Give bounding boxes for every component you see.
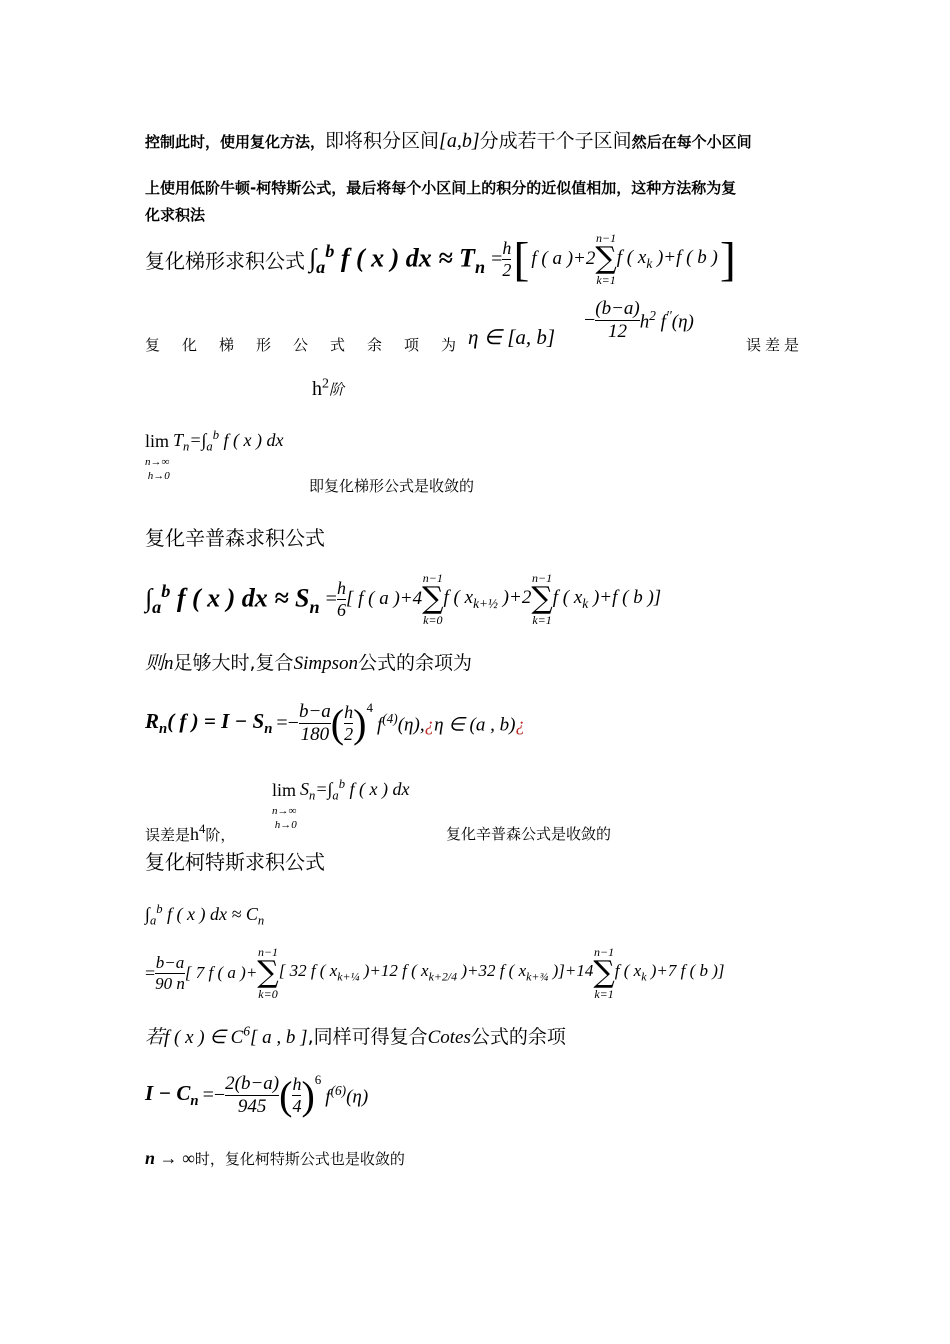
eta-interval: η ∈ [a, b] (468, 325, 556, 349)
error-is-label: 误差是 (746, 336, 804, 354)
trapezoid-convergent: 即复化梯形公式是收敛的 (309, 477, 475, 495)
simpson-title: 复化辛普森求积公式 (145, 526, 325, 550)
trapezoid-label: 复化梯形求积公式 (145, 248, 305, 273)
intro-text-c: 分成若干个子区间 (479, 130, 632, 152)
trapezoid-limit: lim $T_n=\int_a^b$ f ( x ) dx n→∞ h→0 (145, 428, 284, 482)
cotes-title: 复化柯特斯求积公式 (145, 850, 325, 874)
trapezoid-lhs: $\int_a^b$ f ( x ) dx ≈ $T_n$ (309, 240, 486, 277)
cotes-condition: 若f ( x ) ∈ $C^6$[ a , b ],同样可得复合Cotes公式的余项 (145, 1023, 566, 1048)
intro-text-a: 控制此时，使用复化方法， (145, 133, 326, 151)
intro-text-d: 然后在每个小区间 (631, 133, 752, 151)
intro-line-3: 化求积法 (145, 206, 206, 224)
simpson-remainder-text: 则n足够大时,复合Simpson公式的余项为 (145, 652, 472, 674)
simpson-error-order: 误差是$h^4$阶， (145, 822, 236, 844)
cotes-convergent: n → ∞时，复化柯特斯公式也是收敛的 (145, 1148, 405, 1168)
h2-order: $h^2$阶 (312, 376, 345, 400)
intro-text-b: 即将积分区间 (325, 130, 440, 152)
cotes-remainder-formula: $I - C_n$ =− $\frac{2(b-a)}{945}$ ( $\frac{h}{4}$ ) $^6$ $f^{(6)}(\eta)$ (145, 1072, 369, 1118)
trapezoid-remainder-formula: − $\frac{(b-a)}{12}$ $h^2$ f′′(η) (584, 298, 694, 342)
simpson-formula: $\int_a^b$ f ( x ) dx ≈ $S_n$ = $\frac{h}{6}$ [ f ( a )+4 n−1 ∑ k=0 f ( $x_{k+\frac{1}{2}}$ )+2 n−1 ∑ k=1 f ( $x_k$ )+f ( b )] (145, 571, 662, 627)
cotes-lhs: $\int_a^b$ f ( x ) dx ≈ $C_n$ (145, 902, 265, 928)
interval-formula: [a,b] (439, 130, 480, 152)
trapezoid-remainder-label: 复化梯形公式余项为 (145, 336, 479, 354)
simpson-remainder-formula: $R_n$( f ) = $I - S_n$ =− $\frac{b-a}{180}$ ( $\frac{h}{2}$ ) $^4$ $f^{(4)}(\eta),¿\eta$ ∈ (a , b)¿ (145, 700, 525, 746)
intro-line-1 (145, 126, 752, 153)
intro-line-2: 上使用低阶牛顿-柯特斯公式，最后将每个小区间上的积分的近似值相加，这种方法称为复 (145, 179, 737, 197)
cotes-formula: = $\frac{b-a}{90 n}$ [ 7 f ( a )+ n−1 ∑ k=0 [ 32 f ( $x_{k+\frac{1}{4}}$ )+12 f ( $x_{k+2/4}$ )+32 f ( $x_{k+\frac{3}{4}}$ )]+14 n−1 ∑ k=1 f ( $x_k$ )+7 f ( b )] (145, 945, 725, 1001)
simpson-convergent: 复化辛普森公式是收敛的 (446, 825, 612, 843)
trapezoid-formula: 复化梯形求积公式 $\int_a^b$ f ( x ) dx ≈ $T_n$ = $\frac{h}{2}$ [ f ( a )+2 n−1 ∑ k=1 f ( $x_k$ )+f ( b ) ] (145, 231, 736, 287)
simpson-limit: lim $S_n=\int_a^b$ f ( x ) dx n→∞ h→0 (272, 777, 410, 831)
